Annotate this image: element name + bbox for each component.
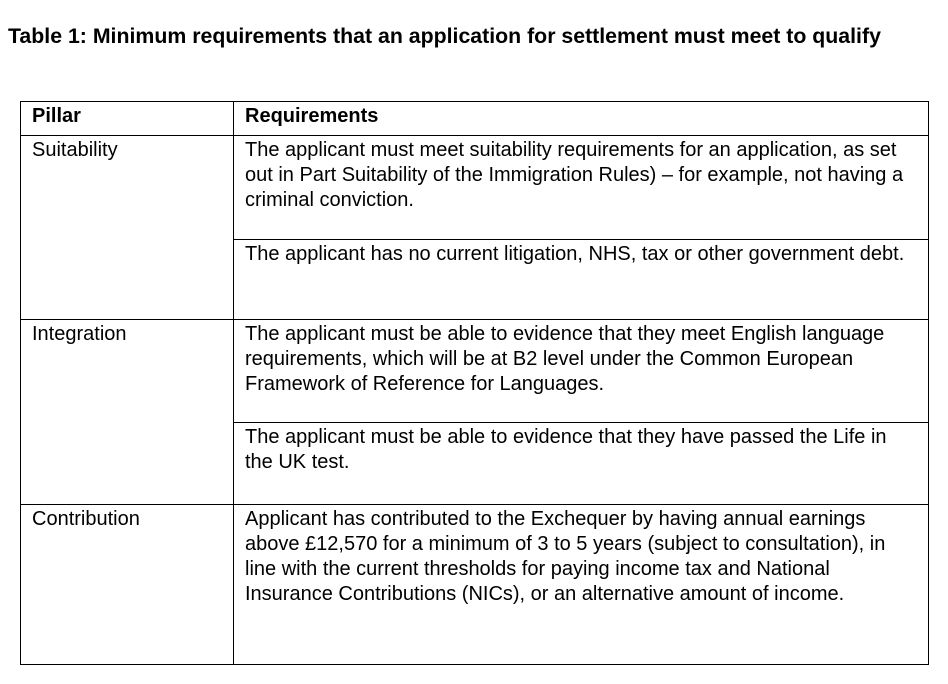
table-header-row (21, 102, 929, 136)
table-row (21, 320, 929, 423)
requirement-cell: The applicant has no current litigation, NHS, tax or other government debt. (234, 240, 929, 320)
pillar-cell-integration: Integration (21, 320, 234, 505)
header-pillar: Pillar (21, 102, 234, 136)
requirement-cell: The applicant must be able to evidence that they meet English language requirements, which will be at B2 level under the Common European Framework of Reference for Languages. (234, 320, 929, 423)
table-row (21, 505, 929, 665)
table-caption: Table 1: Minimum requirements that an application for settlement must meet to qualify (8, 24, 881, 48)
pillar-cell-contribution: Contribution (21, 505, 234, 665)
requirements-table (20, 101, 929, 665)
pillar-cell-suitability: Suitability (21, 136, 234, 320)
requirement-cell: Applicant has contributed to the Exchequer by having annual earnings above £12,570 for a minimum of 3 to 5 years (subject to consultation), in line with the current thresholds for paying income tax and National Insurance Contributions (NICs), or an alternative amount of income. (234, 505, 929, 665)
requirement-cell: The applicant must meet suitability requirements for an application, as set out in Part Suitability of the Immigration Rules) – for example, not having a criminal conviction. (234, 136, 929, 240)
requirement-cell: The applicant must be able to evidence that they have passed the Life in the UK test. (234, 423, 929, 505)
header-requirements: Requirements (234, 102, 929, 136)
table-row (21, 136, 929, 240)
